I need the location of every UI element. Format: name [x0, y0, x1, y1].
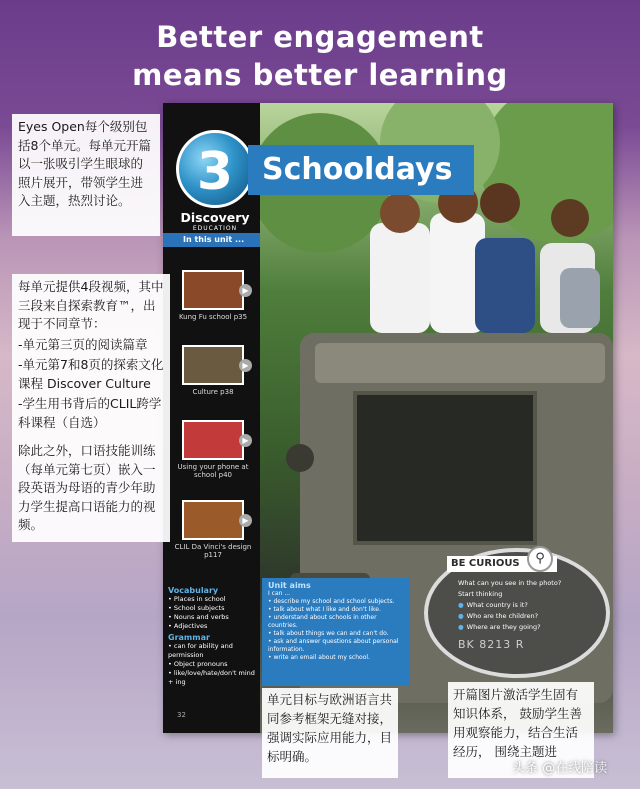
be-curious-question: ● What country is it? — [458, 600, 598, 611]
callout-unit-aims — [262, 688, 398, 778]
discovery-brand: Discovery — [180, 210, 250, 225]
vocabulary-grammar-box — [168, 584, 258, 687]
video-thumb-caption: Using your phone at school p40 — [177, 463, 249, 479]
be-curious-content — [458, 578, 598, 650]
callout-be-curious-text: 开篇图片激活学生固有知识体系， 鼓励学生善用观察能力，结合生活经历， 围绕主题进 — [453, 687, 582, 759]
licence-plate: BK 8213 R — [458, 638, 525, 651]
in-this-unit-heading: In this unit ... — [163, 233, 260, 247]
be-curious-start: Start thinking — [458, 590, 503, 598]
page-number: 32 — [177, 711, 186, 719]
headline — [0, 18, 640, 94]
callout-video-p3: -单元第7和8页的探索文化课程 Discover Culture — [18, 357, 164, 391]
be-curious-title: BE CURIOUS — [447, 556, 557, 572]
vocab-item: • School subjects — [168, 604, 225, 612]
video-thumb-3[interactable] — [171, 420, 255, 479]
headline-line-1: Better engagement — [156, 20, 484, 54]
aims-item: • talk about what I like and don't like. — [268, 606, 381, 613]
callout-video-p4: -学生用书背后的CLIL跨学科课程（自选） — [18, 396, 162, 430]
be-curious-question: ● Where are they going? — [458, 622, 598, 633]
play-icon[interactable]: ▶ — [239, 514, 252, 527]
video-thumb-image[interactable] — [182, 270, 249, 310]
aims-item: • talk about things we can and can't do. — [268, 630, 389, 637]
video-thumb-2[interactable] — [171, 345, 255, 396]
unit-title: Schooldays — [248, 145, 474, 195]
vocab-item: • Nouns and verbs — [168, 613, 229, 621]
callout-unit-intro — [12, 114, 160, 236]
discovery-logo — [174, 210, 256, 232]
grammar-item: • can for ability and permission — [168, 642, 233, 659]
aims-item: • write an email about my school. — [268, 654, 370, 661]
unit-aims-title: Unit aims — [268, 581, 311, 590]
video-thumb-image[interactable] — [182, 420, 249, 460]
callout-video-p5: 除此之外，口语技能训练（每单元第七页）嵌入一段英语为母语的青少年助力学生提高口语能力的视频。 — [18, 443, 156, 532]
video-thumb-4[interactable] — [171, 500, 255, 559]
video-thumb-caption: CLIL Da Vinci's design p117 — [174, 543, 252, 559]
grammar-title: Grammar — [168, 633, 210, 642]
headline-line-2: means better learning — [132, 58, 508, 92]
unit-aims-intro: I can ... — [268, 590, 291, 597]
grammar-item: • Object pronouns — [168, 660, 228, 668]
video-thumb-caption: Kung Fu school p35 — [178, 313, 248, 321]
unit-aims-box — [262, 578, 410, 686]
grammar-item: • like/love/hate/don't mind + ing — [168, 669, 255, 686]
play-icon[interactable]: ▶ — [239, 284, 252, 297]
unit-number-badge: 3 — [176, 130, 254, 208]
watermark: 头条 @在线陪读 — [512, 761, 608, 776]
aims-item: • understand about schools in other countries. — [268, 614, 377, 629]
be-curious-lead: What can you see in the photo? — [458, 579, 562, 587]
video-thumb-1[interactable] — [171, 270, 255, 321]
video-thumb-image[interactable] — [182, 500, 249, 540]
aims-item: • ask and answer questions about personal information. — [268, 638, 399, 653]
callout-video-p2: -单元第三页的阅读篇章 — [18, 336, 148, 352]
vocab-item: • Places in school — [168, 595, 226, 603]
video-thumb-caption: Culture p38 — [192, 388, 234, 396]
keyhole-icon: ⚲ — [527, 546, 553, 572]
callout-video-p1: 每单元提供4段视频，其中三段来自探索教育™，出现于不同章节： — [18, 279, 164, 331]
callout-video — [12, 274, 170, 542]
vocabulary-title: Vocabulary — [168, 586, 219, 595]
vocab-item: • Adjectives — [168, 622, 208, 630]
aims-item: • describe my school and school subjects. — [268, 598, 395, 605]
discovery-brand-sub: EDUCATION — [192, 225, 238, 232]
video-thumb-image[interactable] — [182, 345, 249, 385]
play-icon[interactable]: ▶ — [239, 359, 252, 372]
be-curious-question: ● Who are the children? — [458, 611, 598, 622]
callout-unit-intro-text: Eyes Open每个级别包括8个单元。每单元开篇以一张吸引学生眼球的照片展开，带领学生进入主题，热烈讨论。 — [18, 119, 151, 208]
callout-unit-aims-text: 单元目标与欧洲语言共同参考框架无缝对接， 强调实际应用能力，目标明确。 — [267, 692, 393, 764]
play-icon[interactable]: ▶ — [239, 434, 252, 447]
